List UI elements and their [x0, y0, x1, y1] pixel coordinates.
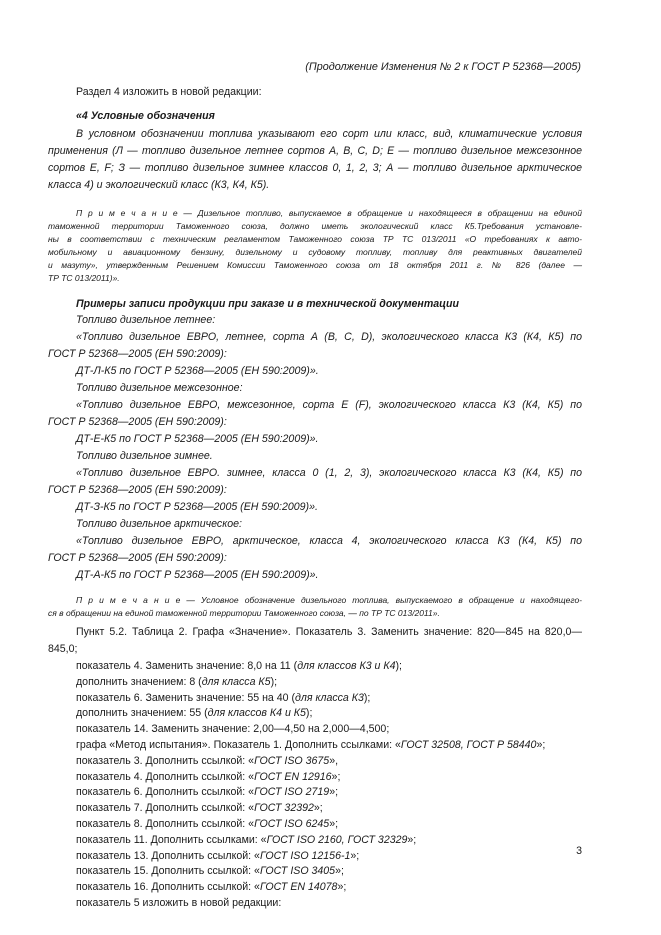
list-item: показатель 6. Заменить значение: 55 на 40 (для класса К3); [76, 691, 371, 704]
para1-line: класса 4) и экологический класс (К3, К4, К5). [48, 179, 270, 191]
note1-text: — Дизельное топливо, выпускаемое в обращение и находящееся в обращении на единой [177, 208, 582, 218]
para1-line: В условном обозначении топлива указывают его сорт или класс, вид, климатические условия [76, 128, 582, 140]
summer-line1: «Топливо дизельное ЕВРО, летнее, сорта А (В, С, D), экологического класса К3 (К4, К5) по [76, 331, 582, 343]
winter-code: ДТ-З-К5 по ГОСТ Р 52368—2005 (ЕН 590:2009)». [76, 501, 318, 513]
list-item: дополнить значением: 55 (для классов К4 и К5); [76, 707, 313, 720]
arctic-line2: ГОСТ Р 52368—2005 (ЕН 590:2009): [48, 552, 227, 564]
point-line2: 845,0; [48, 643, 78, 655]
winter-line1: «Топливо дизельное ЕВРО. зимнее, класса 0 (1, 2, 3), экологического класса К3 (К4, К5) по [76, 467, 582, 479]
note1-first-line [76, 208, 582, 219]
section-intro: Раздел 4 изложить в новой редакции: [76, 86, 262, 98]
page-number: 3 [576, 845, 582, 857]
arctic-code: ДТ-А-К5 по ГОСТ Р 52368—2005 (ЕН 590:2009)». [76, 569, 319, 581]
summer-line2: ГОСТ Р 52368—2005 (ЕН 590:2009): [48, 348, 227, 360]
examples-title: Примеры записи продукции при заказе и в технической документации [76, 298, 459, 310]
interseason-code: ДТ-Е-К5 по ГОСТ Р 52368—2005 (ЕН 590:2009)». [76, 433, 319, 445]
list-item: показатель 13. Дополнить ссылкой: «ГОСТ ISO 12156-1»; [76, 849, 360, 862]
list-item: показатель 4. Дополнить ссылкой: «ГОСТ EN 12916»; [76, 770, 341, 783]
list-item: показатель 3. Дополнить ссылкой: «ГОСТ ISO 3675», [76, 754, 339, 767]
list-item: показатель 5 изложить в новой редакции: [76, 897, 282, 909]
list-item: дополнить значением: 8 (для класса К5); [76, 675, 278, 688]
note1-line: ны в соответствии с техническим регламентом Таможенного союза ТР ТС 013/2011 «О требованиях к авто- [48, 234, 582, 244]
list-item: показатель 8. Дополнить ссылкой: «ГОСТ ISO 6245»; [76, 818, 339, 830]
list-item: показатель 16. Дополнить ссылкой: «ГОСТ EN 14078»; [76, 881, 347, 894]
para1-line: применения (Л — топливо дизельное летнее сортов А, В, С, D; Е — топливо дизельное межсезонное [48, 145, 582, 157]
note1-line: и мазуту», утвержденным Решением Комиссии Таможенного союза от 18 октября 2011 г. № 826 (далее — [48, 260, 582, 270]
list-item: показатель 4. Заменить значение: 8,0 на 11 (для классов К3 и К4); [76, 660, 402, 672]
header-continuation: (Продолжение Изменения № 2 к ГОСТ Р 52368—2005) [305, 61, 581, 73]
list-item: показатель 14. Заменить значение: 2,00—4,50 на 2,000—4,500; [76, 723, 390, 736]
note1-line: мобильному и авиационному бензину, дизельному и судовому топливу, топливу для реактивных двигателей [48, 247, 582, 257]
interseason-label: Топливо дизельное межсезонное: [76, 382, 243, 394]
summer-code: ДТ-Л-К5 по ГОСТ Р 52368—2005 (ЕН 590:2009)». [76, 365, 319, 377]
note1-line: таможенной территории Таможенного союза, должно иметь экологический класс К5.Требования установле- [48, 221, 582, 231]
list-item: показатель 15. Дополнить ссылкой: «ГОСТ ISO 3405»; [76, 865, 344, 878]
interseason-line2: ГОСТ Р 52368—2005 (ЕН 590:2009): [48, 416, 227, 428]
list-item: показатель 6. Дополнить ссылкой: «ГОСТ ISO 2719»; [76, 786, 339, 799]
winter-label: Топливо дизельное зимнее. [76, 450, 213, 462]
note2-first-line [76, 595, 582, 606]
para1-line: сортов Е, F; З — топливо дизельное зимнее классов 0, 1, 2, 3; А — топливо дизельное арктическое [48, 162, 582, 174]
note2-line2: ся в обращении на единой таможенной территории Таможенного союза, — по ТР ТС 013/2011». [48, 608, 440, 618]
arctic-line1: «Топливо дизельное ЕВРО, арктическое, класса 4, экологического класса К3 (К4, К5) по [76, 535, 582, 547]
note2-text: — Условное обозначение дизельного топлива, выпускаемого в обращение и находящего- [180, 595, 583, 605]
winter-line2: ГОСТ Р 52368—2005 (ЕН 590:2009): [48, 484, 227, 496]
note1-label: П р и м е ч а н и е [76, 208, 178, 218]
arctic-label: Топливо дизельное арктическое: [76, 518, 242, 530]
interseason-line1: «Топливо дизельное ЕВРО, межсезонное, сорта Е (F), экологического класса К3 (К4, К5) по [76, 399, 582, 411]
summer-label: Топливо дизельное летнее: [76, 314, 216, 326]
list-item: показатель 7. Дополнить ссылкой: «ГОСТ 32392»; [76, 802, 323, 815]
note1-line: ТР ТС 013/2011)». [48, 273, 120, 283]
list-item: показатель 11. Дополнить ссылками: «ГОСТ ISO 2160, ГОСТ 32329»; [76, 833, 417, 846]
section-title: «4 Условные обозначения [76, 110, 215, 122]
list-item: графа «Метод испытания». Показатель 1. Дополнить ссылками: «ГОСТ 32508, ГОСТ Р 58440»; [76, 739, 546, 751]
point-line1: Пункт 5.2. Таблица 2. Графа «Значение». Показатель 3. Заменить значение: 820—845 на 820,0— [76, 626, 582, 638]
note2-label: П р и м е ч а н и е [76, 595, 181, 605]
